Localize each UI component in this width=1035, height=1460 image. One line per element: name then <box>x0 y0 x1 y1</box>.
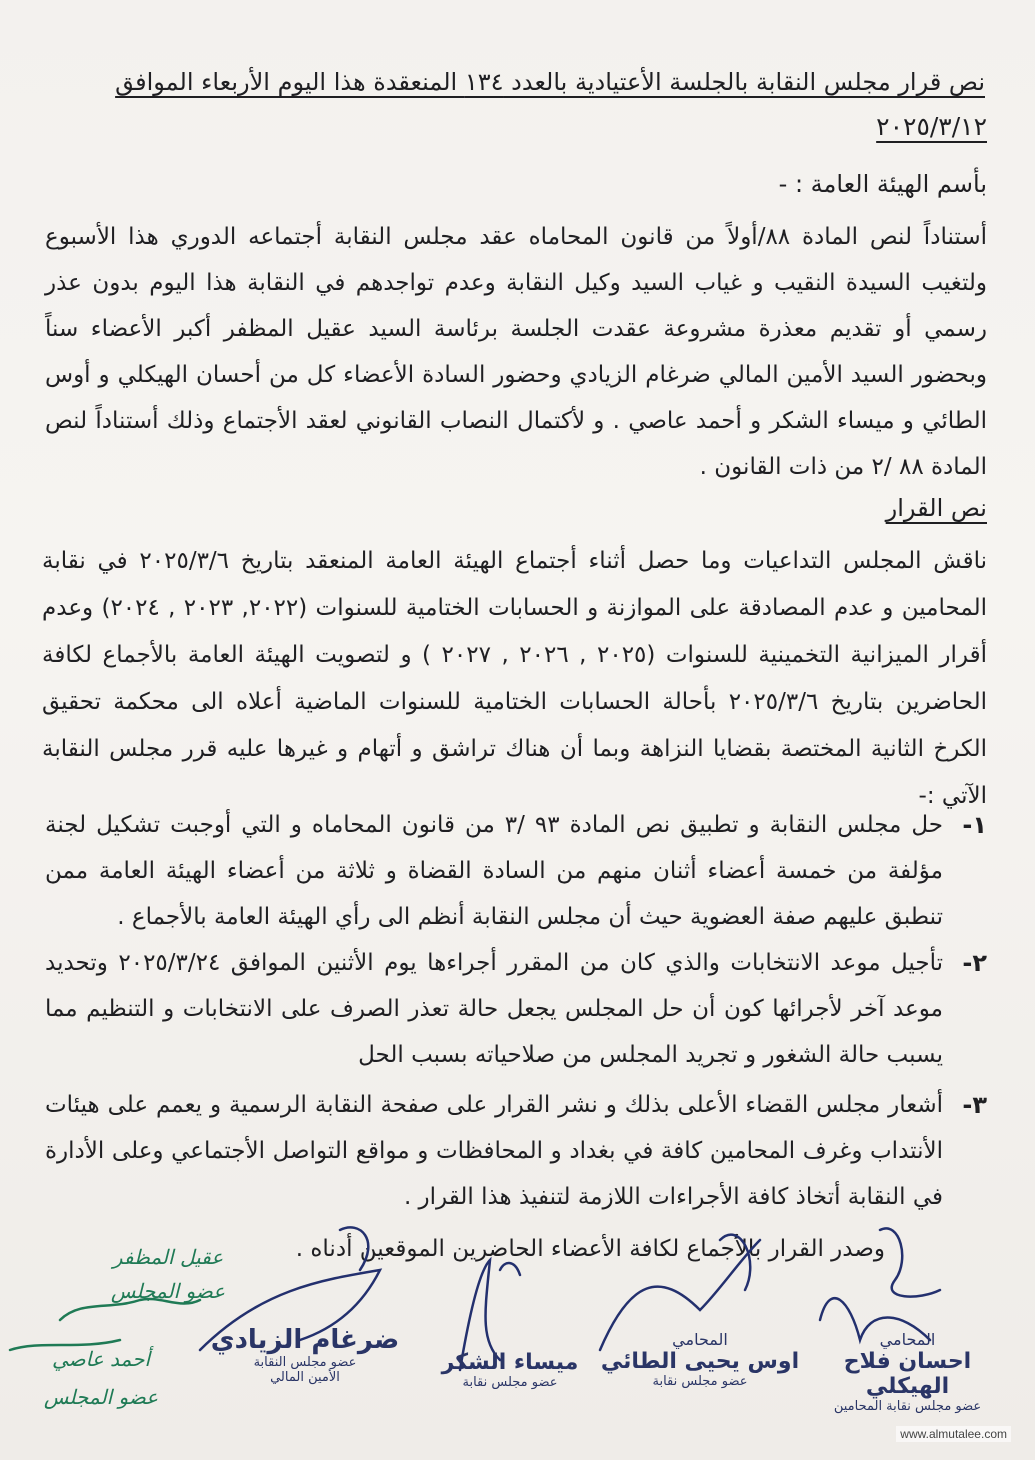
handwritten-name: عقيل المظفر <box>112 1245 224 1269</box>
signature-role: المحامي <box>879 1330 936 1349</box>
item-number: ٢- <box>962 949 987 977</box>
signature-subtitle: عضو مجلس نقابة <box>652 1374 748 1389</box>
signature-block-3 <box>420 1350 600 1390</box>
signature-subtitle-2: الأمين المالي <box>270 1370 340 1385</box>
signature-subtitle: عضو مجلس نقابة <box>462 1375 558 1390</box>
signature-block-2 <box>600 1330 800 1389</box>
handwritten-title: عضو المجلس <box>110 1279 226 1303</box>
document-title: نص قرار مجلس النقابة بالجلسة الأعتيادية بالعدد ١٣٤ المنعقدة هذا اليوم الأربعاء الموافق <box>115 68 985 96</box>
decision-heading: نص القرار <box>885 494 987 522</box>
decision-item-2 <box>45 940 987 1078</box>
intro-paragraph: أستناداً لنص المادة ٨٨/أولاً من قانون المحاماه عقد مجلس النقابة أجتماعه الدوري هذا الأسبوع ولتغيب السيدة النقيب و غياب السيد وكيل النقابة وعدم تواجدهم في النقابة هذا اليوم بدون عذر رسمي أو تقديم معذرة مشروعة عقدت الجلسة برئاسة السيد عقيل المظفر أكبر الأعضاء سناً وبحضور السيد الأمين المالي ضرغام الزيادي وحضور السادة الأعضاء كل من أحسان الهيكلي و أوس الطائي و ميساء الشكر و أحمد عاصي . و لأكتمال النصاب القانوني لعقد الأجتماع وذلك أستناداً لنص المادة ٨٨ /٢ من ذات القانون . <box>45 224 987 480</box>
signature-name: اوس يحيى الطائي <box>600 1349 800 1374</box>
watermark: www.almutalee.com <box>896 1426 1011 1442</box>
item-number: ١- <box>962 811 987 839</box>
handwritten-title: عضو المجلس <box>43 1385 159 1409</box>
signature-subtitle: عضو مجلس النقابة <box>253 1355 357 1370</box>
closing-statement: وصدر القرار بالأجماع لكافة الأعضاء الحاضرين الموقعين أدناه . <box>295 1236 885 1262</box>
signature-mark-8 <box>340 1227 368 1270</box>
document-date: ٢٠٢٥/٣/١٢ <box>876 112 987 141</box>
signature-block-1 <box>800 1330 1015 1414</box>
signature-name: ضرغام الزيادي <box>210 1325 400 1355</box>
signature-mark-6 <box>500 1263 520 1275</box>
handwritten-signature-1 <box>108 1240 228 1308</box>
salutation: بأسم الهيئة العامة : - <box>778 170 987 198</box>
signature-block-4 <box>190 1325 420 1385</box>
handwritten-name: أحمد عاصي <box>51 1347 151 1371</box>
item-number: ٣- <box>962 1091 987 1119</box>
signature-subtitle: عضو مجلس نقابة المحامين <box>833 1399 982 1414</box>
signature-role: المحامي <box>672 1330 728 1349</box>
handwritten-signature-2 <box>26 1340 176 1416</box>
decision-paragraph: ناقش المجلس التداعيات وما حصل أثناء أجتماع الهيئة العامة المنعقد بتاريخ ٢٠٢٥/٣/٦ في نقابة المحامين و عدم المصادقة على الموازنة و الحسابات الختامية للسنوات (٢٠٢٢, ٢٠٢٣ , ٢٠٢٤) وعدم أقرار الميزانية التخمينية للسنوات (٢٠٢٥ , ٢٠٢٦ , ٢٠٢٧ ) و لتصويت الهيئة العامة بالأجماع لكافة الحاضرين بتاريخ ٢٠٢٥/٣/٦ بأحالة الحسابات الختامية للسنوات الماضية أعلاه الى محكمة تحقيق الكرخ الثانية المختصة بقضايا النزاهة وبما أن هناك تراشق و أتهام و غيرها عليه قرر مجلس النقابة الآتي :- <box>42 548 988 809</box>
signature-name: احسان فلاح الهيكلي <box>843 1349 972 1399</box>
item-text: تأجيل موعد الانتخابات والذي كان من المقرر أجراءها يوم الأثنين الموافق ٢٠٢٥/٣/٢٤ وتحديد موعد آخر لأجرائها كون أن حل المجلس يجعل حالة تعذر الصرف على الانتخابات و التنظيم مما يسبب حالة الشغور و تجريد المجلس من صلاحياته بسبب الحل <box>45 950 943 1068</box>
decision-item-1 <box>45 802 987 940</box>
item-text: أشعار مجلس القضاء الأعلى بذلك و نشر القرار على صفحة النقابة الرسمية و يعمم على هيئات الأنتداب وغرف المحامين كافة في بغداد و المحافظات و مواقع التواصل الأجتماعي وعلى الأدارة في النقابة أتخاذ كافة الأجراءات اللازمة لتنفيذ هذا القرار . <box>45 1092 943 1210</box>
signature-name: ميساء الشكر <box>441 1350 579 1375</box>
signature-mark-1 <box>880 1228 940 1296</box>
item-text: حل مجلس النقابة و تطبيق نص المادة ٩٣ /٣ من قانون المحاماه و التي أوجبت تشكيل لجنة مؤلفة من خمسة أعضاء أثنان منهم من السادة القضاة و ثلاثة من أعضاء الهيئة العامة ممن تنطبق عليهم صفة العضوية حيث أن مجلس النقابة أنظم الى رأي الهيئة العامة بالأجماع . <box>45 812 943 930</box>
